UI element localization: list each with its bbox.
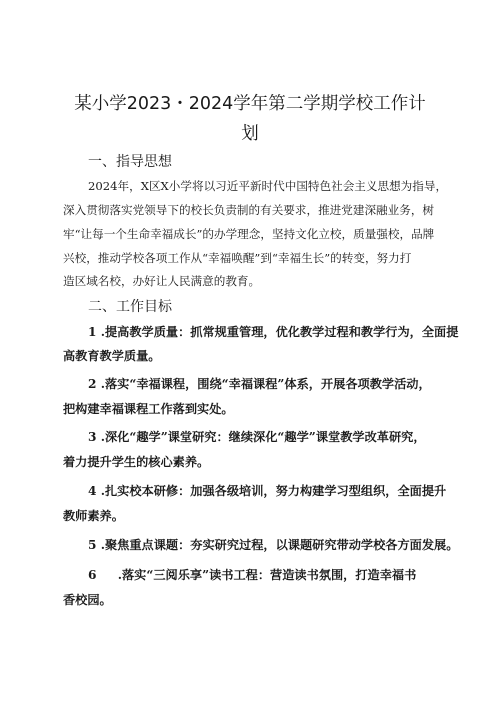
- goal-item-line1: 6 .落实“三阅乐享”读书工程：营造读书氛围，打造幸福书: [88, 568, 417, 582]
- section1-line: 深入贯彻落实党领导下的校长负责制的有关要求，推进党建深融业务，树: [63, 203, 435, 217]
- goal-item-line2: 教师素养。: [63, 509, 124, 523]
- goal-item-line1: 2 .落实“幸福课程，围绕“幸福课程”体系，开展各项教学活动，: [88, 377, 431, 391]
- goal-item-line1: 1 .提高教学质量：抓常规重管理，优化教学过程和教学行为，全面提: [88, 325, 459, 339]
- section2-heading: 二、工作目标: [88, 299, 172, 315]
- section1-line: 兴校，推动学校各项工作从“幸福唤醒”到“幸福生长”的转变，努力打: [63, 251, 412, 265]
- goal-item-line2: 高教育教学质量。: [63, 349, 161, 363]
- goal-item-line1: 5 .聚焦重点课题：夯实研究过程，以课题研究带动学校各方面发展。: [88, 538, 459, 552]
- doc-title-line2: 划: [241, 124, 259, 144]
- goal-item-line2: 把构建幸福课程工作落到实处。: [63, 402, 234, 416]
- section1-line: 牢“让每一个生命幸福成长”的办学理念，坚持文化立校，质量强校，品牌: [63, 227, 435, 241]
- goal-item-line2: 着力提升学生的核心素养。: [63, 455, 210, 469]
- goal-item-line2: 香校园。: [63, 593, 112, 607]
- goal-item-line1: 3 .深化“趣学”课堂研究：继续深化“趣学”课堂教学改革研究，: [88, 430, 426, 444]
- section1-line: 2024年，X区X小学将以习近平新时代中国特色社会主义思想为指导，: [88, 179, 448, 193]
- section1-line: 造区域名校，办好让人民满意的教育。: [63, 274, 261, 288]
- goal-item-line1: 4 .扎实校本研修：加强各级培训，努力构建学习型组织，全面提升: [88, 484, 447, 498]
- section1-heading: 一、指导思想: [88, 154, 172, 170]
- doc-title-line1: 某小学2023・2024学年第二学期学校工作计: [74, 94, 426, 114]
